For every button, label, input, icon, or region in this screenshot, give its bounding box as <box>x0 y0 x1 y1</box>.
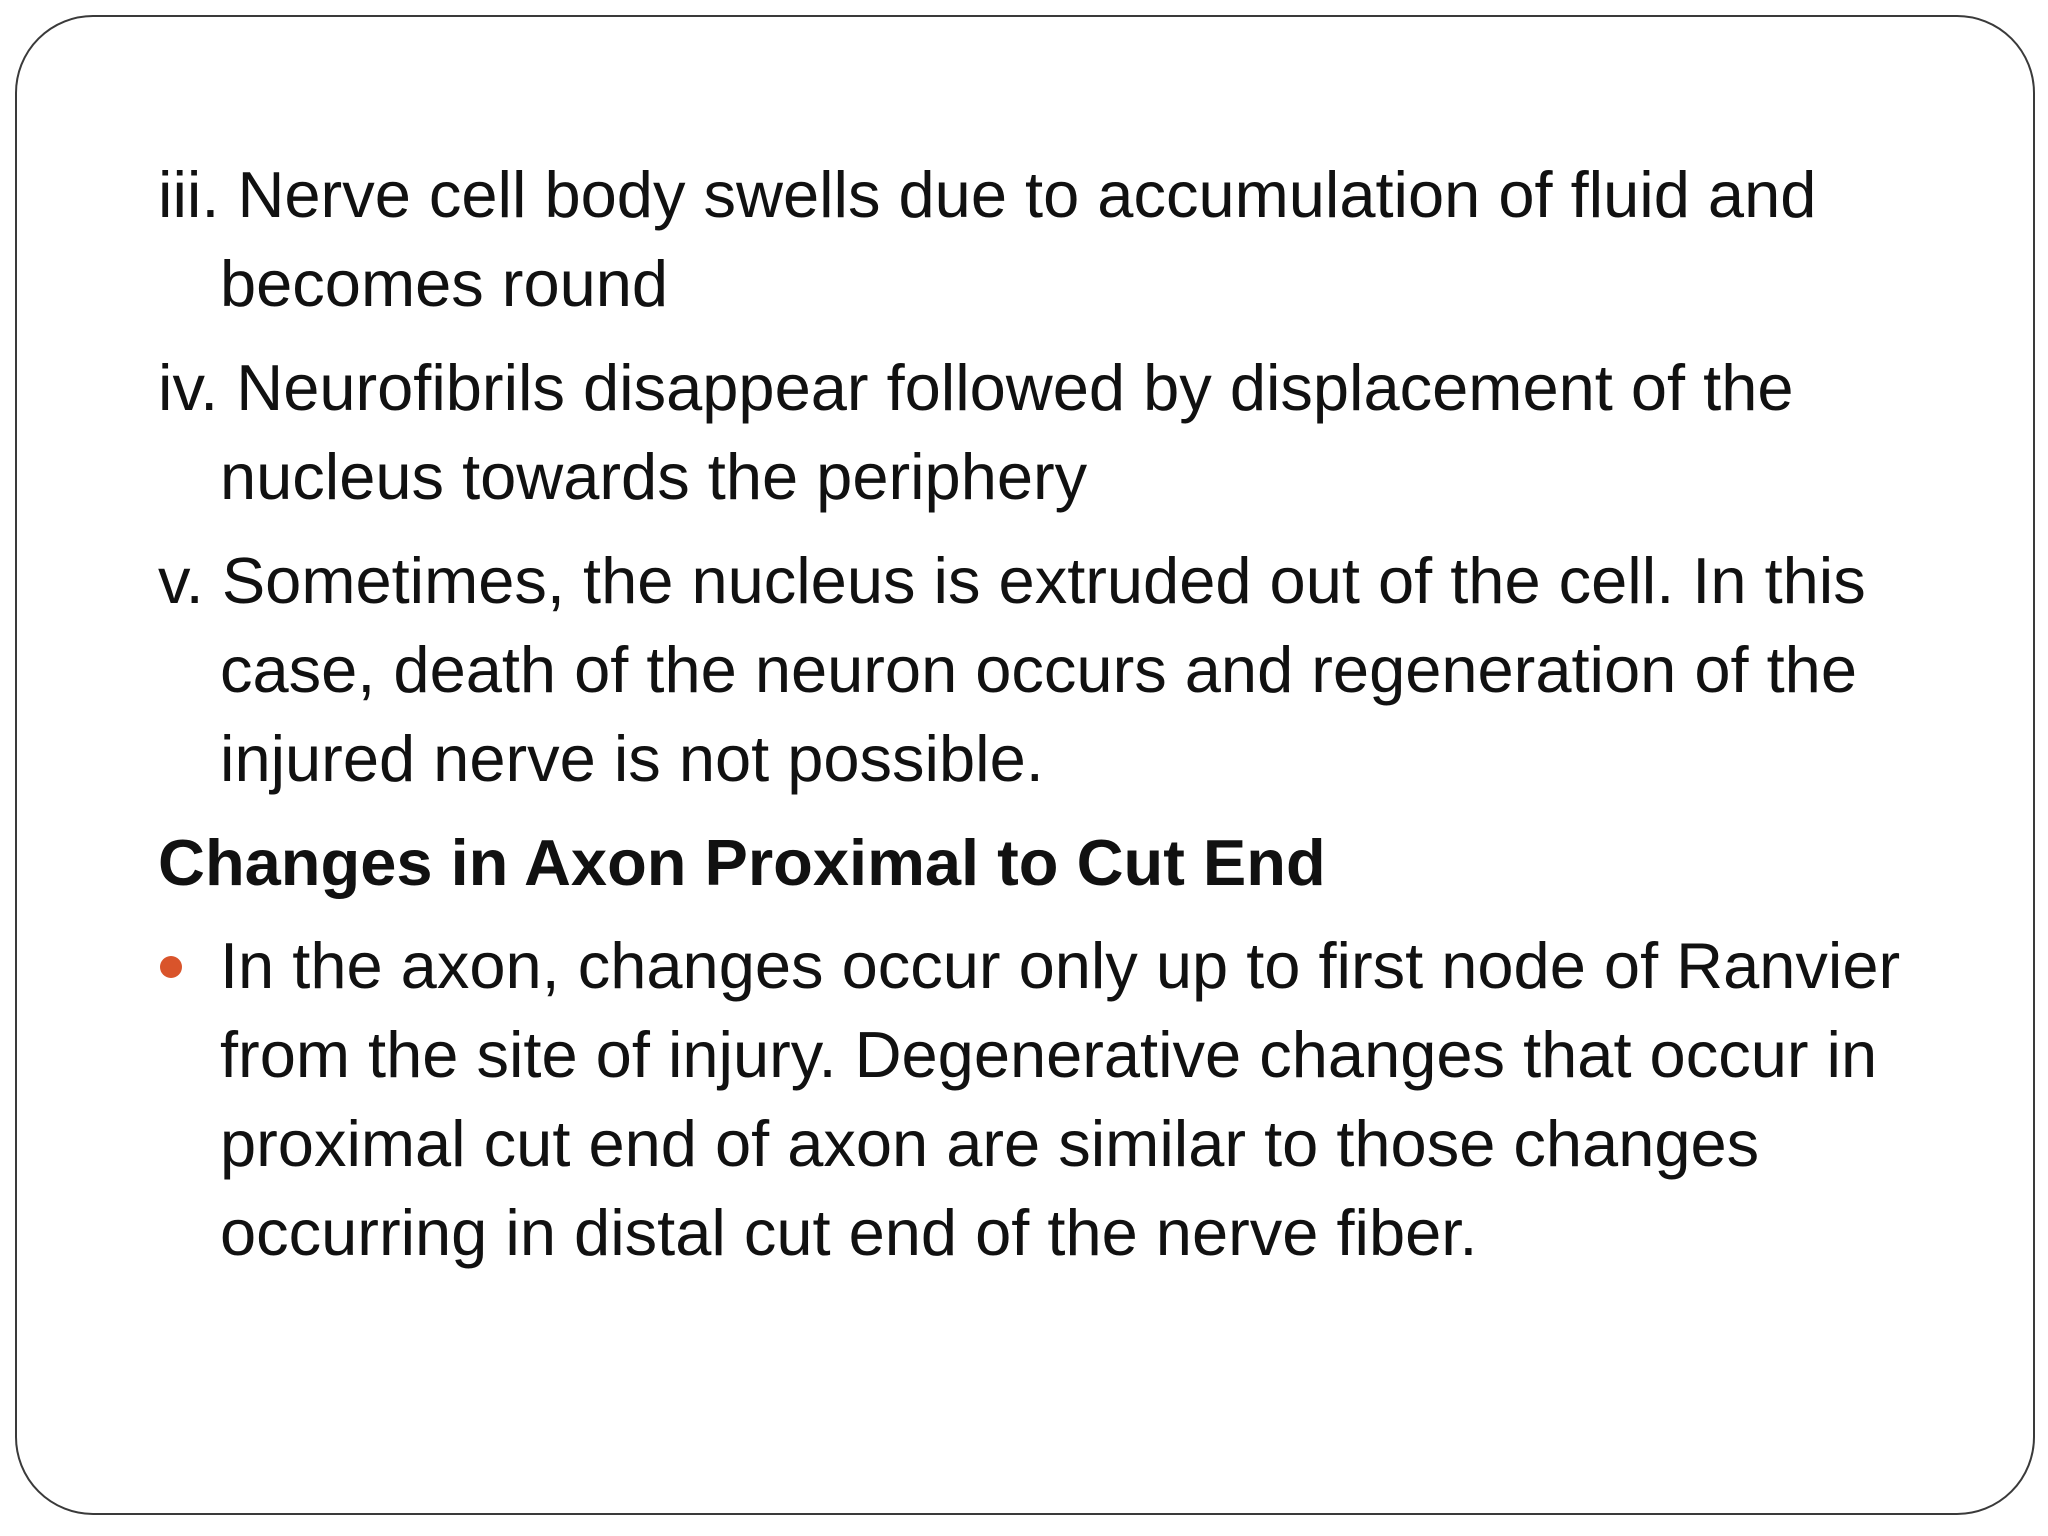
bullet-dot-icon <box>160 956 182 978</box>
bullet-text: In the axon, changes occur only up to first node of Ranvier from the site of injury. Degenerative changes that occur in proximal cut end of axon are similar to those changes occurring in distal cut end of the nerve fiber. <box>220 929 1901 1269</box>
slide-content <box>158 150 1918 1277</box>
list-item-iv <box>158 343 1918 521</box>
list-item-text: Nerve cell body swells due to accumulation of fluid and becomes round <box>220 158 1817 320</box>
list-item-label: iv. <box>158 351 219 424</box>
list-item-text: Sometimes, the nucleus is extruded out of the cell. In this case, death of the neuron occurs and regeneration of the injured nerve is not possible. <box>220 544 1866 795</box>
list-item-v <box>158 536 1918 803</box>
list-item-label: iii. <box>158 158 220 231</box>
bullet-item <box>158 921 1918 1277</box>
list-item-text: Neurofibrils disappear followed by displacement of the nucleus towards the periphery <box>220 351 1794 513</box>
section-heading: Changes in Axon Proximal to Cut End <box>158 826 1326 899</box>
list-item-label: v. <box>158 544 204 617</box>
list-item-iii <box>158 150 1918 328</box>
